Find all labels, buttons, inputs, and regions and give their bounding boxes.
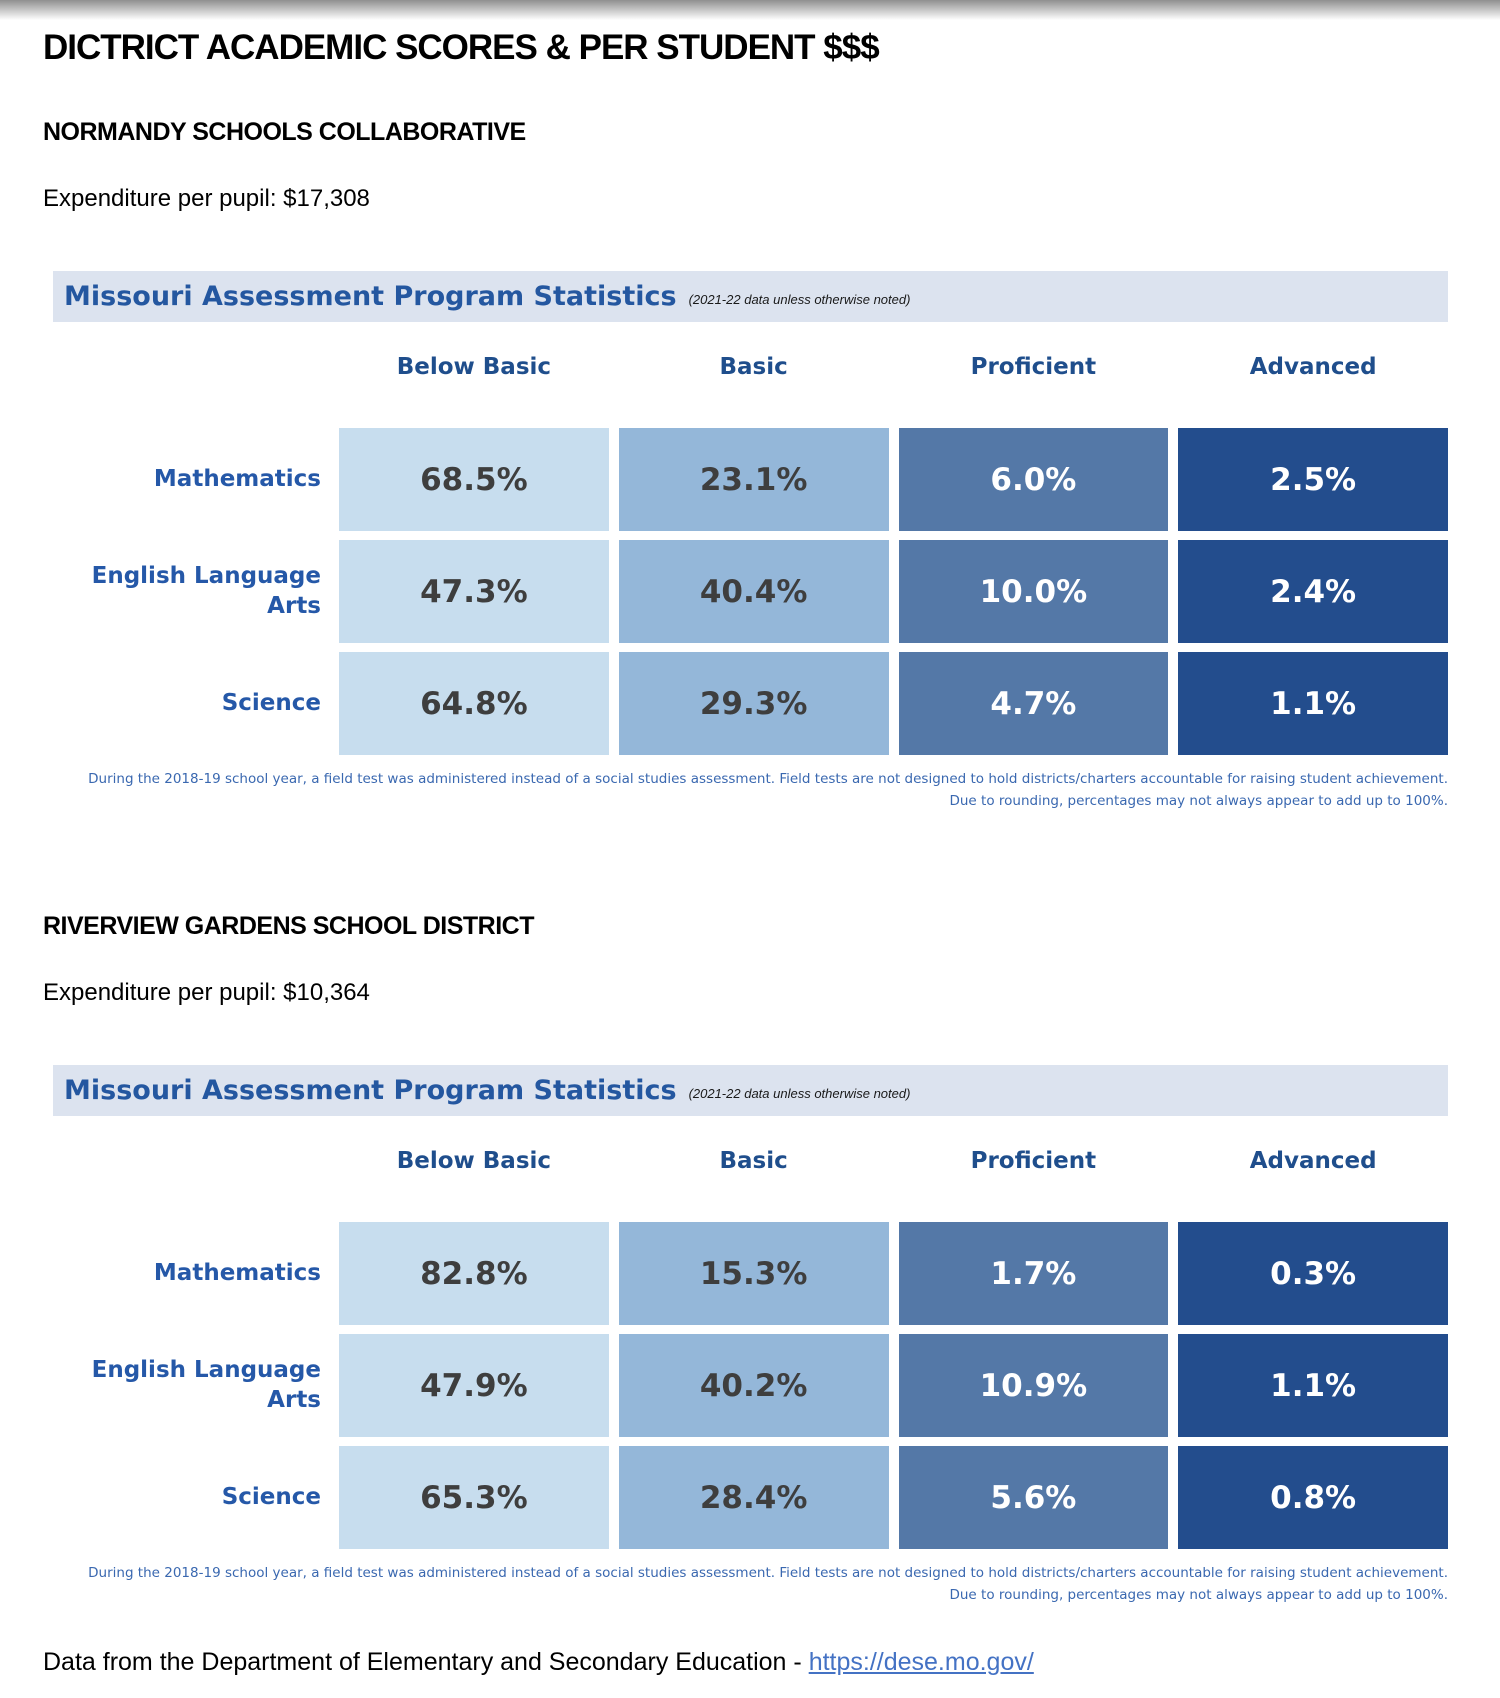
column-header-advanced: Advanced: [1249, 354, 1377, 380]
score-cell: 0.8%: [1178, 1446, 1448, 1549]
column-header-proficient: Proficient: [970, 354, 1097, 380]
district-section-riverview: [0, 912, 1500, 1606]
column-header-below-basic: Below Basic: [396, 354, 552, 380]
score-cell: 6.0%: [899, 428, 1169, 531]
map-panel-note: (2021-22 data unless otherwise noted): [688, 292, 911, 307]
district-name: RIVERVIEW GARDENS SCHOOL DISTRICT: [43, 912, 534, 941]
score-cell: 4.7%: [899, 652, 1169, 755]
table-footnote: [53, 769, 1448, 812]
score-cell: 47.3%: [339, 540, 609, 643]
row-label-science: Science: [221, 1483, 321, 1510]
page-title: DICTRICT ACADEMIC SCORES & PER STUDENT $$$: [43, 28, 879, 67]
column-header-proficient: Proficient: [970, 1148, 1097, 1175]
expenditure-line: Expenditure per pupil: $17,308: [43, 185, 370, 212]
score-cell: 2.5%: [1178, 428, 1448, 531]
score-cell: 82.8%: [339, 1222, 609, 1325]
score-cell: 40.2%: [619, 1334, 889, 1437]
map-statistics-panel: [53, 271, 1448, 812]
score-table: [53, 1222, 1448, 1549]
map-panel-header: [53, 271, 1448, 322]
score-cell: 40.4%: [619, 540, 889, 643]
district-section-normandy: [0, 118, 1500, 812]
column-header-basic: Basic: [719, 354, 788, 380]
row-label-science: Science: [221, 689, 321, 716]
table-column-headers: [53, 1148, 1448, 1174]
score-cell: 2.4%: [1178, 540, 1448, 643]
row-label-mathematics: Mathematics: [153, 465, 321, 492]
map-panel-title: Missouri Assessment Program Statistics: [64, 281, 677, 312]
table-column-headers: [53, 354, 1448, 380]
score-cell: 10.0%: [899, 540, 1169, 643]
table-footnote-line1: During the 2018-19 school year, a field test was administered instead of a social studies assessment. Field tests are not designed to hold districts/charters accountable for raising student achievement.: [88, 771, 1448, 787]
source-line: [43, 1648, 1500, 1677]
score-cell: 65.3%: [339, 1446, 609, 1549]
score-cell: 28.4%: [619, 1446, 889, 1549]
row-label-spacer: [53, 354, 329, 380]
column-header-below-basic: Below Basic: [396, 1148, 552, 1175]
map-statistics-panel: [53, 1065, 1448, 1606]
source-link[interactable]: https://dese.mo.gov/: [808, 1648, 1034, 1677]
district-name: NORMANDY SCHOOLS COLLABORATIVE: [43, 118, 526, 146]
score-cell: 0.3%: [1178, 1222, 1448, 1325]
table-footnote: [53, 1563, 1448, 1606]
column-header-basic: Basic: [719, 1148, 788, 1175]
score-cell: 1.1%: [1178, 1334, 1448, 1437]
row-label-mathematics: Mathematics: [153, 1259, 321, 1286]
score-table: [53, 428, 1448, 755]
score-cell: 1.1%: [1178, 652, 1448, 755]
table-footnote-line1: During the 2018-19 school year, a field test was administered instead of a social studies assessment. Field tests are not designed to hold districts/charters accountable for raising student achievement.: [88, 1565, 1448, 1582]
map-panel-title: Missouri Assessment Program Statistics: [64, 1075, 677, 1107]
score-cell: 47.9%: [339, 1334, 609, 1437]
table-footnote-line2: Due to rounding, percentages may not always appear to add up to 100%.: [949, 792, 1448, 809]
row-label-english-language-arts: English Language Arts: [91, 1356, 321, 1413]
map-panel-note: (2021-22 data unless otherwise noted): [688, 1086, 911, 1102]
column-header-advanced: Advanced: [1249, 1148, 1377, 1175]
page-top-shade: [0, 0, 1500, 20]
score-cell: 64.8%: [339, 652, 609, 755]
score-cell: 10.9%: [899, 1334, 1169, 1437]
score-cell: 68.5%: [339, 428, 609, 531]
score-cell: 29.3%: [619, 652, 889, 755]
score-cell: 1.7%: [899, 1222, 1169, 1325]
row-label-english-language-arts: English Language Arts: [91, 562, 321, 619]
expenditure-line: Expenditure per pupil: $10,364: [43, 979, 370, 1007]
score-cell: 5.6%: [899, 1446, 1169, 1549]
row-label-spacer: [53, 1148, 329, 1174]
source-text: Data from the Department of Elementary and Secondary Education -: [43, 1648, 809, 1677]
score-cell: 23.1%: [619, 428, 889, 531]
table-footnote-line2: Due to rounding, percentages may not always appear to add up to 100%.: [949, 1586, 1448, 1603]
map-panel-header: [53, 1065, 1448, 1116]
score-cell: 15.3%: [619, 1222, 889, 1325]
